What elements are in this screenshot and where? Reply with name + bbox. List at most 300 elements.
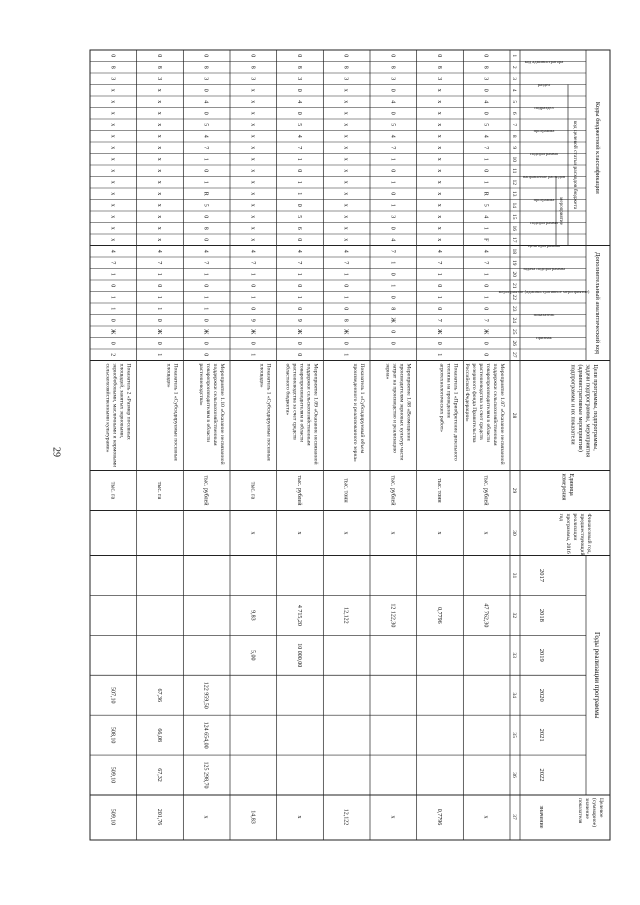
code-cell: x [342,215,349,219]
code-cell: x [436,134,442,138]
code-cell: x [436,180,442,184]
column-number: 18 [511,248,517,254]
code-cell: 7 [296,261,302,265]
code-cell: Ж [249,329,256,335]
row-unit: тыс. тонн [436,478,442,503]
code-cell: x [249,157,256,161]
code-cell: x [109,238,116,242]
code-cell: 0 [202,318,209,322]
code-cell: 0 [202,353,209,357]
code-cell: R [482,191,489,196]
code-cell: 8 [342,318,349,322]
code-cell: 0 [156,341,162,345]
code-cell: x [436,238,442,242]
column-number: 2 [511,65,517,69]
code-cell: Ж [482,329,489,335]
code-cell: x [109,134,116,138]
row-unit: тыс. рублей [389,475,396,506]
code-cell: 1 [342,353,349,357]
code-cell: 0 [389,169,396,173]
code-cell: 4 [296,134,302,138]
row-unit: тыс. тонн [342,478,349,503]
header-subprogram: мероприятие [558,197,563,225]
code-cell: 3 [482,77,489,81]
code-cell: 7 [389,249,396,253]
code-cell: 5 [482,203,489,207]
code-cell: x [109,215,116,219]
row-name: Показатель 1 «Субсидируемые посевныеплощади» [165,363,179,462]
code-cell: Ж [342,329,349,335]
code-cell: 3 [109,77,116,81]
code-cell: 0 [296,54,302,58]
column-number: 21 [511,283,517,289]
code-cell: 0 [296,238,302,242]
code-cell: x [156,88,162,92]
code-cell: 0 [249,307,256,311]
code-cell: 1 [156,307,162,311]
code-cell: x [109,88,116,92]
code-column-label: подпрограмма [530,220,558,225]
code-cell: x [249,146,256,150]
header-final: Целевое(суммарное)значениепоказателя [577,798,604,828]
code-cell: 4 [202,249,209,253]
code-cell: 5 [296,123,302,127]
row-year-value: 122 959,50 [202,681,209,709]
column-number: 37 [511,814,517,820]
code-column-label: направление расходов [522,174,566,179]
code-cell: 1 [156,295,162,299]
code-cell: 0 [389,272,396,276]
row-fin-year: x [482,531,489,535]
code-cell: 0 [109,341,116,345]
code-cell: 8 [249,65,256,69]
code-cell: 1 [342,295,349,299]
row-name: Мероприятие 1.10 «Оказание несвязаннойподдержки сельскохозяйственнымтоваропроизводителям в областирастениеводства» [198,363,225,465]
code-cell: 4 [389,134,396,138]
code-cell: 4 [389,100,396,104]
code-cell: 1 [109,295,116,299]
column-number: 35 [511,732,517,738]
row-year-value: 47 762,30 [482,603,489,628]
column-number: 24 [511,317,517,323]
code-cell: 3 [202,77,209,81]
row-year-value: 507,10 [109,686,116,704]
column-number: 17 [511,237,517,243]
code-cell: 8 [202,65,209,69]
code-cell: x [109,169,116,173]
code-cell: x [342,88,349,92]
code-cell: 4 [249,249,256,253]
indicators-table-svg [80,40,620,850]
code-cell: 1 [249,272,256,276]
code-cell: x [342,169,349,173]
code-cell: x [249,88,256,92]
code-cell: 5 [296,215,302,219]
code-cell: x [109,180,116,184]
code-cell: 0 [436,341,442,345]
code-cell: x [109,157,116,161]
code-cell: 4 [482,215,489,219]
code-cell: 1 [389,261,396,265]
code-cell: 7 [436,261,442,265]
header-year-2017: 2017 [538,568,545,582]
code-cell: 0 [389,341,396,345]
rotated-page [80,40,620,850]
code-cell: 0 [296,353,302,357]
column-number: 7 [511,123,517,127]
row-final-value: x [296,815,302,819]
row-year-value: 67,32 [156,768,162,782]
code-cell: 1 [156,272,162,276]
code-cell: x [249,123,256,127]
code-cell: 1 [389,180,396,184]
code-cell: 0 [389,330,396,334]
column-number: 23 [511,306,517,312]
code-cell: 0 [482,307,489,311]
row-final-value: x [389,815,396,819]
code-cell: 0 [202,88,209,92]
code-cell: 1 [296,157,302,161]
row-name: Показатель 1 «Субсидируемые посевныеплощади» [258,363,272,462]
code-column-label: раздел [537,82,551,87]
code-cell: 0 [482,54,489,58]
code-cell: 1 [249,353,256,357]
code-cell: R [202,191,209,196]
row-fin-year: x [249,531,256,535]
code-cell: x [249,226,256,230]
code-cell: x [436,169,442,173]
code-cell: 8 [389,65,396,69]
code-cell: 1 [436,353,442,357]
code-cell: 1 [342,272,349,276]
code-cell: Ж [436,329,442,335]
code-cell: 1 [296,295,302,299]
code-cell: 0 [389,295,396,299]
row-year-value: 125 298,70 [202,761,209,789]
code-cell: 7 [156,261,162,265]
code-cell: x [436,88,442,92]
row-name: Мероприятие 1.09 «Оказание несвязаннойподдержки сельскохозяйственнымтоваропроизводителям в областирастениеводства за счет средствобластного бюджета» [284,363,319,465]
code-cell: x [436,226,442,230]
row-year-value: 508,10 [109,726,116,744]
code-column-label: признак [536,335,552,340]
code-cell: 0 [482,353,489,357]
code-cell: 0 [296,88,302,92]
code-cell: x [342,146,349,150]
code-cell: 1 [202,307,209,311]
code-cell: 7 [482,261,489,265]
code-cell: 3 [389,215,396,219]
column-number: 29 [511,487,517,494]
code-cell: x [342,203,349,207]
code-cell: x [156,100,162,104]
header-target-article: код целевой статьи расходов бюджета [572,120,578,210]
code-cell: x [249,180,256,184]
row-fin-year: x [389,531,396,535]
code-cell: x [436,157,442,161]
column-number: 30 [511,530,517,536]
row-final-value: 201,76 [156,808,162,826]
code-cell: 8 [296,65,302,69]
code-cell: 0 [156,318,162,322]
code-cell: 3 [389,77,396,81]
code-column-label: цель программы [528,243,560,248]
code-cell: 8 [436,65,442,69]
code-cell: 0 [436,54,442,58]
code-cell: 0 [249,341,256,345]
code-cell: 1 [296,180,302,184]
code-cell: 5 [482,123,489,127]
code-cell: 0 [389,111,396,115]
code-cell: 1 [202,180,209,184]
column-number: 31 [511,572,517,579]
row-name: Мероприятие 1.08 «Возмещениепроизводителям зерновых культур частизатрат на производство и реализациюзерна» [384,363,412,461]
row-year-value: 12,122 [342,607,349,624]
row-unit: тыс. га [156,481,162,500]
row-fin-year: x [296,531,302,535]
code-column-label: задача подпрограммы [523,266,565,271]
code-cell: 0 [296,203,302,207]
code-cell: 3 [296,77,302,81]
code-cell: 8 [389,307,396,311]
code-cell: 0 [296,284,302,288]
code-cell: 5 [202,203,209,207]
column-number: 6 [511,111,517,115]
code-cell: 0 [389,54,396,58]
code-cell: 9 [296,318,302,322]
code-cell: 4 [109,249,116,253]
code-cell: 4 [156,249,162,253]
code-cell: x [342,100,349,104]
code-cell: 4 [389,238,396,242]
column-number: 16 [511,225,517,231]
code-cell: x [249,111,256,115]
code-cell: 7 [436,318,442,322]
code-cell: 0 [296,307,302,311]
code-cell: 1 [296,192,302,196]
code-cell: x [436,215,442,219]
column-number: 12 [511,179,517,185]
code-cell: 0 [202,341,209,345]
code-cell: 7 [202,146,209,150]
page-number: 29 [50,447,62,457]
code-cell: 0 [249,54,256,58]
code-cell: Ж [156,329,162,335]
code-cell: 7 [482,146,489,150]
code-cell: 0 [389,192,396,196]
header-year-2019: 2019 [538,648,545,662]
code-cell: 1 [202,157,209,161]
code-cell: 8 [202,226,209,230]
code-cell: Ж [202,329,209,335]
indicators-table [80,40,620,850]
code-column-label: программа [533,197,555,202]
row-final-value: 0,7796 [436,808,442,826]
code-cell: x [109,111,116,115]
code-cell: 4 [482,249,489,253]
row-unit: тыс. рублей [482,475,489,506]
code-cell: 0 [482,341,489,345]
table-frame [90,50,610,840]
code-cell: x [436,203,442,207]
column-number: 14 [511,202,517,208]
column-number: 8 [511,134,517,138]
row-name: Мероприятие 1.07 «Оказание несвязаннойподдержки сельскохозяйственнымтоваропроизводителям в областирастениеводства за счет средстврезервного фонда ПравительстваРоссийской Федерации» [464,363,505,465]
code-cell: 0 [202,54,209,58]
row-unit: тыс. рублей [296,475,302,506]
code-cell: 7 [389,146,396,150]
code-cell: Ж [296,329,302,335]
code-cell: 1 [249,295,256,299]
code-cell: x [342,134,349,138]
column-number: 33 [511,652,517,659]
code-cell: 0 [249,284,256,288]
header-budget-codes: Коды бюджетной классификации [594,101,601,194]
column-number: 10 [511,156,517,162]
code-cell: x [436,111,442,115]
code-cell: 7 [249,261,256,265]
code-cell: 1 [436,272,442,276]
row-year-value: 66,08 [156,728,162,742]
row-year-value: 10 000,00 [296,643,302,668]
code-cell: 1 [109,272,116,276]
row-final-value: x [482,815,489,819]
row-year-value: 4 715,20 [296,604,302,626]
code-cell: 0 [202,284,209,288]
code-cell: 1 [482,272,489,276]
code-cell: x [436,146,442,150]
row-year-value: 9,83 [249,610,256,621]
code-cell: x [436,123,442,127]
header-extra-codes: Дополнительный аналитический код [594,252,601,354]
column-number: 25 [511,329,517,335]
code-column-label: мероприятие (административное мероприятие) [498,289,590,294]
column-number: 36 [511,772,517,778]
column-number: 1 [511,54,517,58]
row-final-value: 509,10 [109,808,116,826]
column-number: 11 [511,168,517,174]
column-number: 5 [511,100,517,104]
code-cell: 1 [296,272,302,276]
code-cell: 0 [156,54,162,58]
code-cell: 0 [342,284,349,288]
code-cell: x [156,157,162,161]
column-number: 32 [511,612,517,619]
code-cell: 0 [342,54,349,58]
header-unit: Единицаизмерения [560,473,574,501]
column-number: 3 [511,77,517,81]
row-year-value: 5,00 [249,650,256,661]
code-cell: x [249,100,256,104]
code-cell: x [156,226,162,230]
header-year-2018: 2018 [538,608,545,622]
code-cell: 7 [342,261,349,265]
code-cell: x [156,111,162,115]
code-cell: x [342,123,349,127]
code-cell: 4 [342,249,349,253]
code-cell: 0 [482,111,489,115]
code-cell: 4 [296,100,302,104]
code-cell: 0 [342,307,349,311]
header-year-2020: 2020 [538,688,545,702]
row-name: Показатель 2 «Размер посевныхплощадей, занятых зерновыми,зернобобовыми, масличными и кормовымисельскохозяйственными культурами» [104,363,132,468]
code-column-label: подпрограмма [530,151,558,156]
code-cell: x [109,100,116,104]
code-cell: 0 [156,284,162,288]
code-cell: 2 [109,353,116,357]
row-unit: тыс. рублей [202,475,209,506]
header-years-group: Годы реализации программы [593,632,601,719]
code-cell: x [342,157,349,161]
header-final-sub: значение [538,805,544,829]
code-cell: x [249,215,256,219]
row-year-value: 0,7796 [436,607,442,624]
code-cell: x [249,192,256,196]
row-final-value: 14,83 [249,810,256,824]
code-cell: 0 [202,238,209,242]
code-cell: 9 [249,318,256,322]
column-number: 27 [511,352,517,358]
column-number: 4 [511,88,517,92]
row-year-value: 12 122,30 [389,603,396,628]
code-cell: 6 [296,226,302,230]
code-cell: x [156,169,162,173]
code-cell: 0 [482,169,489,173]
code-column-label: показатель [533,312,555,317]
code-cell: 1 [202,295,209,299]
code-cell: x [342,226,349,230]
code-cell: x [109,146,116,150]
column-number: 13 [511,191,517,197]
code-cell: x [249,169,256,173]
code-cell: 1 [156,353,162,357]
code-cell: 7 [482,318,489,322]
code-cell: 5 [202,123,209,127]
row-fin-year: x [342,531,349,535]
code-cell: 1 [389,284,396,288]
row-unit: тыс. га [109,481,116,500]
row-year-value: 124 654,00 [202,721,209,749]
column-number: 15 [511,214,517,220]
code-cell: x [109,192,116,196]
code-cell: 4 [296,249,302,253]
code-cell: 1 [482,226,489,230]
code-cell: 0 [202,169,209,173]
code-cell: x [249,203,256,207]
header-goals: Цели программы, подпрограммы,задачи подпрограммы, мероприятия(административные мероприятия)подпрограммы и их показатели [569,364,598,458]
column-number: 26 [511,340,517,346]
code-cell: x [156,215,162,219]
code-cell: x [249,238,256,242]
code-cell: 0 [296,111,302,115]
code-cell: 3 [342,77,349,81]
code-cell: 0 [436,307,442,311]
code-cell: 1 [482,157,489,161]
header-year-2021: 2021 [538,728,545,742]
code-cell: Ж [109,329,116,335]
code-cell: x [342,192,349,196]
code-cell: 1 [389,157,396,161]
code-cell: 0 [436,284,442,288]
code-cell: x [342,238,349,242]
code-cell: 0 [389,226,396,230]
code-cell: 1 [202,272,209,276]
code-cell: F [482,238,489,242]
code-cell: 8 [156,65,162,69]
column-number: 9 [511,146,517,150]
code-cell: 8 [342,65,349,69]
column-number: 28 [511,412,517,419]
